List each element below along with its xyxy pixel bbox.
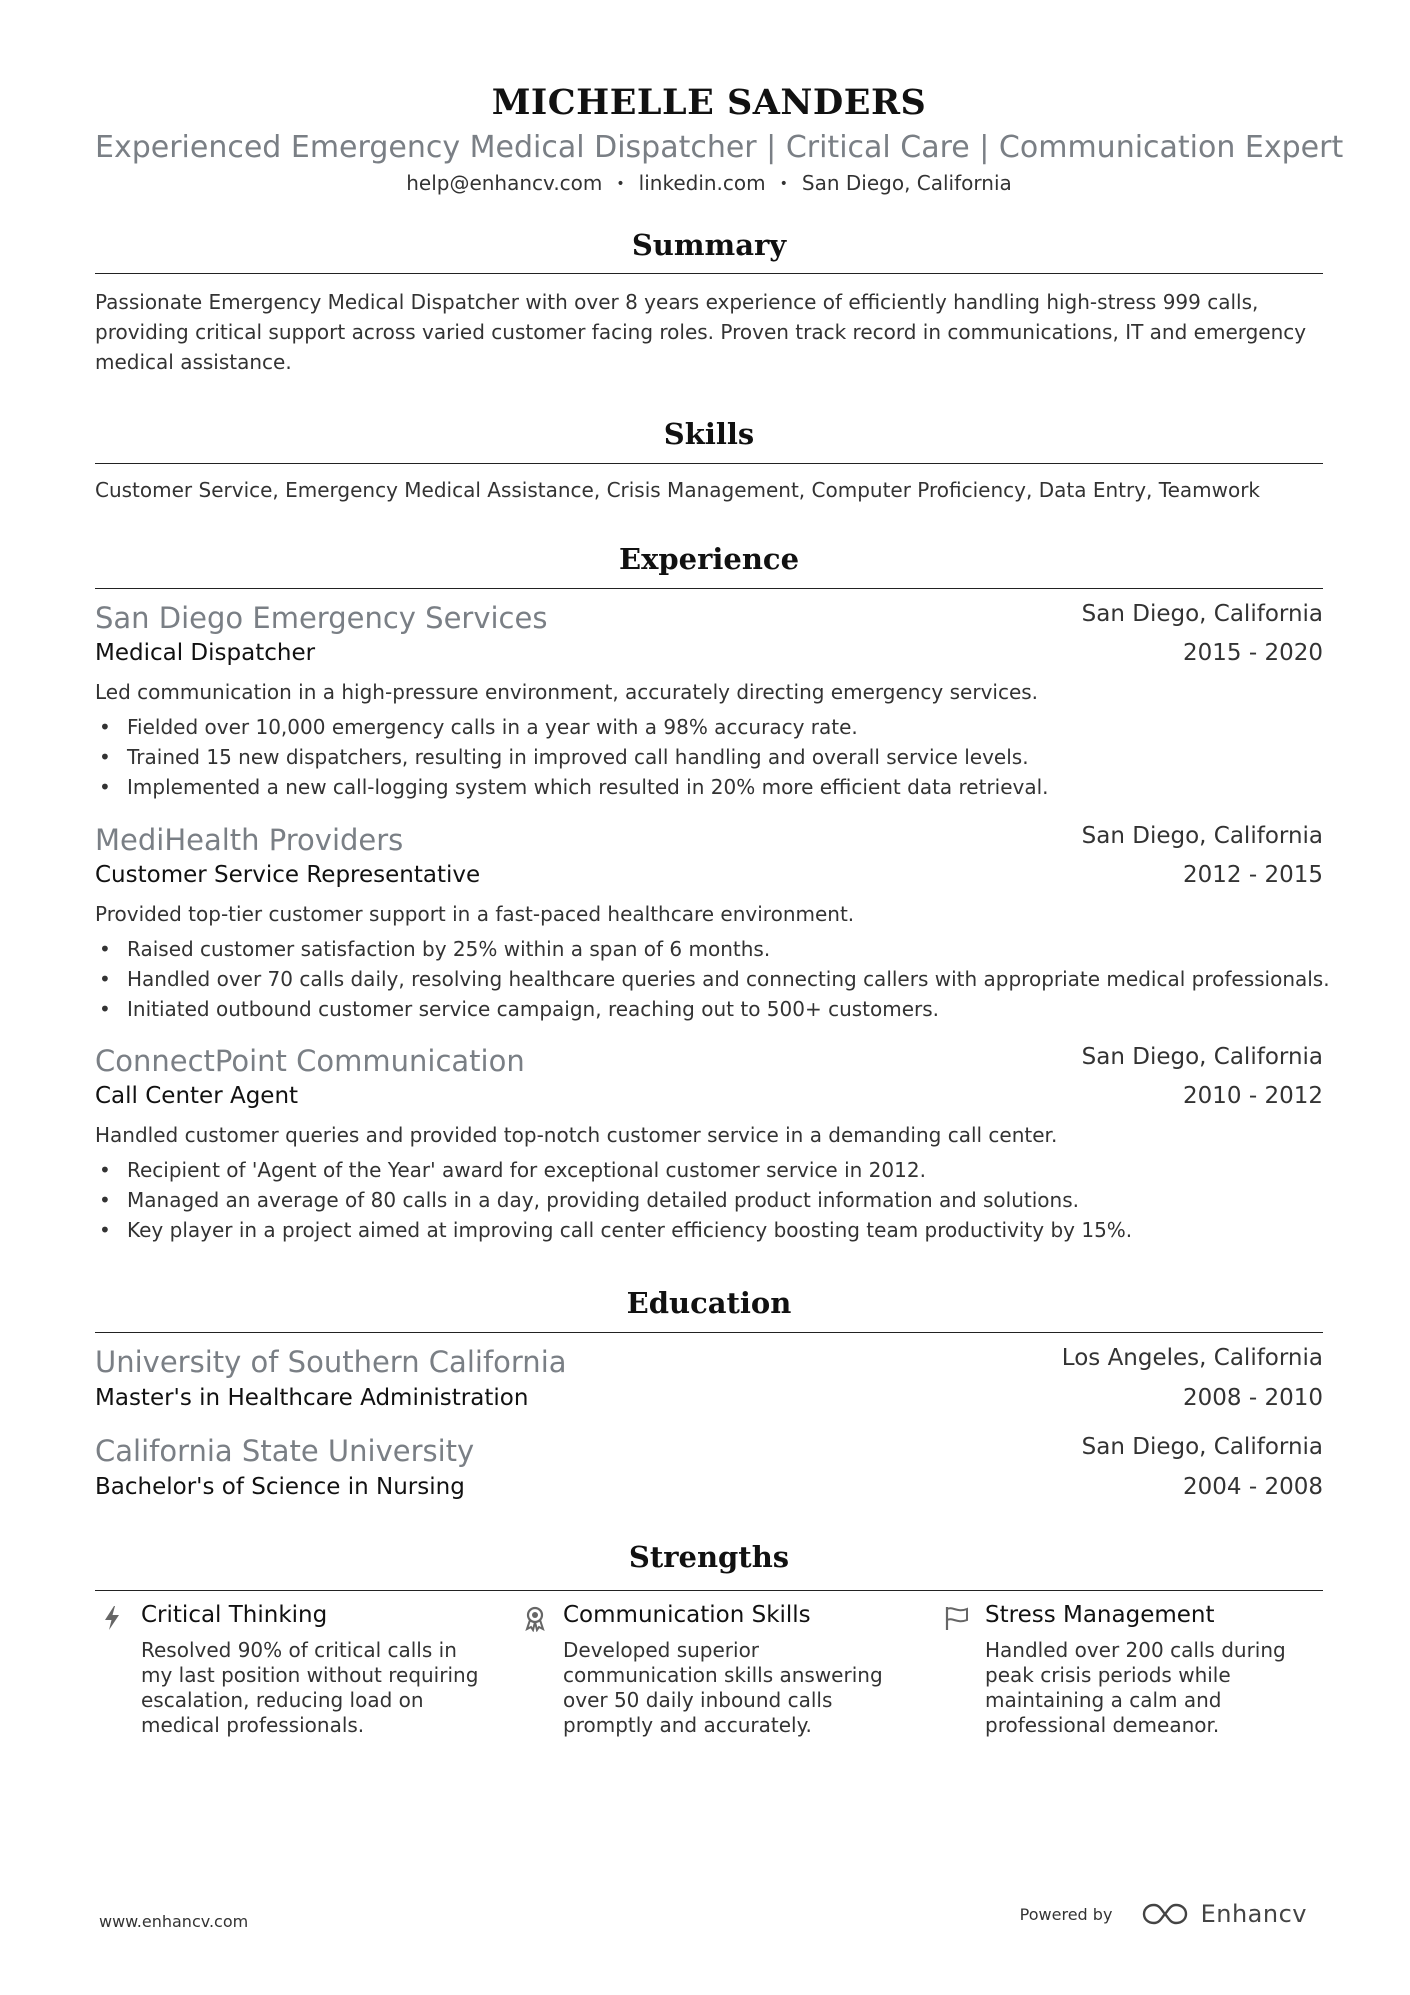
strength-description: Resolved 90% of critical calls in my last position without requiring escalation, reducing load on medical professionals. — [141, 1638, 479, 1737]
contact-separator: • — [616, 176, 625, 192]
school-name: California State University — [95, 1434, 475, 1468]
contact-linkedin[interactable]: linkedin.com — [638, 171, 766, 195]
skills-text: Customer Service, Emergency Medical Assistance, Crisis Management, Computer Proficiency, Data Entry, Teamwork — [95, 478, 1261, 502]
school-location: San Diego, California — [1081, 1434, 1323, 1460]
strength-description: Handled over 200 calls during peak crisis periods while maintaining a calm and professional demeanor. — [985, 1638, 1286, 1737]
summary-text: Passionate Emergency Medical Dispatcher with over 8 years experience of efficiently handling high-stress 999 calls, providing critical support across varied customer facing roles. Proven track record in communications, IT and emergency medical assistance. — [95, 290, 1307, 374]
summary-heading: Summary — [631, 228, 787, 262]
strength-title: Stress Management — [985, 1602, 1215, 1628]
experience-divider — [95, 588, 1323, 589]
job-location: San Diego, California — [1081, 823, 1323, 849]
school-degree: Master's in Healthcare Administration — [95, 1385, 529, 1411]
summary-divider — [95, 273, 1323, 274]
job-achievements — [95, 712, 1323, 802]
achievement-item: • Implemented a new call-logging system which resulted in 20% more efficient data retrieval. — [95, 772, 1323, 802]
contact-email[interactable]: help@enhancv.com — [406, 171, 603, 195]
school-dates: 2004 - 2008 — [1183, 1474, 1323, 1500]
school-degree: Bachelor's of Science in Nursing — [95, 1474, 465, 1500]
school-dates: 2008 - 2010 — [1183, 1385, 1323, 1411]
strength-title: Critical Thinking — [141, 1602, 328, 1628]
achievement-item: • Initiated outbound customer service campaign, reaching out to 500+ customers. — [95, 994, 1323, 1024]
achievement-item: • Key player in a project aimed at improving call center efficiency boosting team productivity by 15%. — [95, 1215, 1323, 1245]
school-location: Los Angeles, California — [1061, 1345, 1323, 1371]
skills-divider — [95, 463, 1323, 464]
strengths-heading: Strengths — [628, 1540, 790, 1574]
experience-heading: Experience — [618, 542, 800, 576]
contact-line — [95, 171, 1323, 195]
education-heading: Education — [626, 1286, 792, 1320]
strength-description: Developed superior communication skills answering over 50 daily inbound calls promptly and accurately. — [563, 1638, 883, 1737]
education-divider — [95, 1332, 1323, 1333]
achievement-item: • Fielded over 10,000 emergency calls in a year with a 98% accuracy rate. — [95, 712, 1323, 742]
strength-title: Communication Skills — [563, 1602, 811, 1628]
footer-branding — [1020, 1900, 1323, 1940]
job-dates: 2012 - 2015 — [1183, 862, 1323, 888]
job-company: MediHealth Providers — [95, 823, 404, 857]
job-achievements — [95, 934, 1330, 1024]
school-name: University of Southern California — [95, 1345, 567, 1379]
job-location: San Diego, California — [1081, 1044, 1323, 1070]
job-dates: 2010 - 2012 — [1183, 1083, 1323, 1109]
achievement-item: • Trained 15 new dispatchers, resulting in improved call handling and overall service levels. — [95, 742, 1323, 772]
achievement-item: • Recipient of 'Agent of the Year' award for exceptional customer service in 2012. — [95, 1155, 1323, 1185]
job-company: San Diego Emergency Services — [95, 601, 548, 635]
brand-name: Enhancv — [1200, 1900, 1307, 1928]
job-company: ConnectPoint Communication — [95, 1044, 525, 1078]
flag-icon — [943, 1604, 971, 1632]
job-dates: 2015 - 2020 — [1183, 640, 1323, 666]
job-description: Led communication in a high-pressure environment, accurately directing emergency services. — [95, 680, 1039, 704]
contact-location: San Diego, California — [801, 171, 1012, 195]
lightning-bolt-icon — [99, 1604, 127, 1632]
achievement-item: • Managed an average of 80 calls in a day, providing detailed product information and solutions. — [95, 1185, 1323, 1215]
powered-by-label: Powered by — [1019, 1904, 1113, 1924]
job-description: Provided top-tier customer support in a fast-paced healthcare environment. — [95, 902, 855, 926]
enhancv-logo-icon — [1142, 1901, 1188, 1927]
job-achievements — [95, 1155, 1323, 1245]
job-description: Handled customer queries and provided top-notch customer service in a demanding call center. — [95, 1123, 1058, 1147]
award-ribbon-icon — [521, 1604, 549, 1632]
candidate-name: MICHELLE SANDERS — [491, 82, 927, 123]
candidate-headline: Experienced Emergency Medical Dispatcher | Critical Care | Communication Expert — [95, 130, 1344, 165]
strengths-divider — [95, 1590, 1323, 1591]
contact-separator: • — [779, 176, 788, 192]
achievement-item: • Handled over 70 calls daily, resolving healthcare queries and connecting callers with appropriate medical professionals. — [95, 964, 1323, 994]
job-role: Medical Dispatcher — [95, 640, 316, 666]
job-location: San Diego, California — [1081, 601, 1323, 627]
footer-website[interactable]: www.enhancv.com — [99, 1912, 249, 1931]
resume-page — [95, 0, 1344, 1995]
job-role: Customer Service Representative — [95, 862, 481, 888]
job-role: Call Center Agent — [95, 1083, 299, 1109]
skills-heading: Skills — [663, 417, 755, 451]
achievement-item: • Raised customer satisfaction by 25% within a span of 6 months. — [95, 934, 1323, 964]
